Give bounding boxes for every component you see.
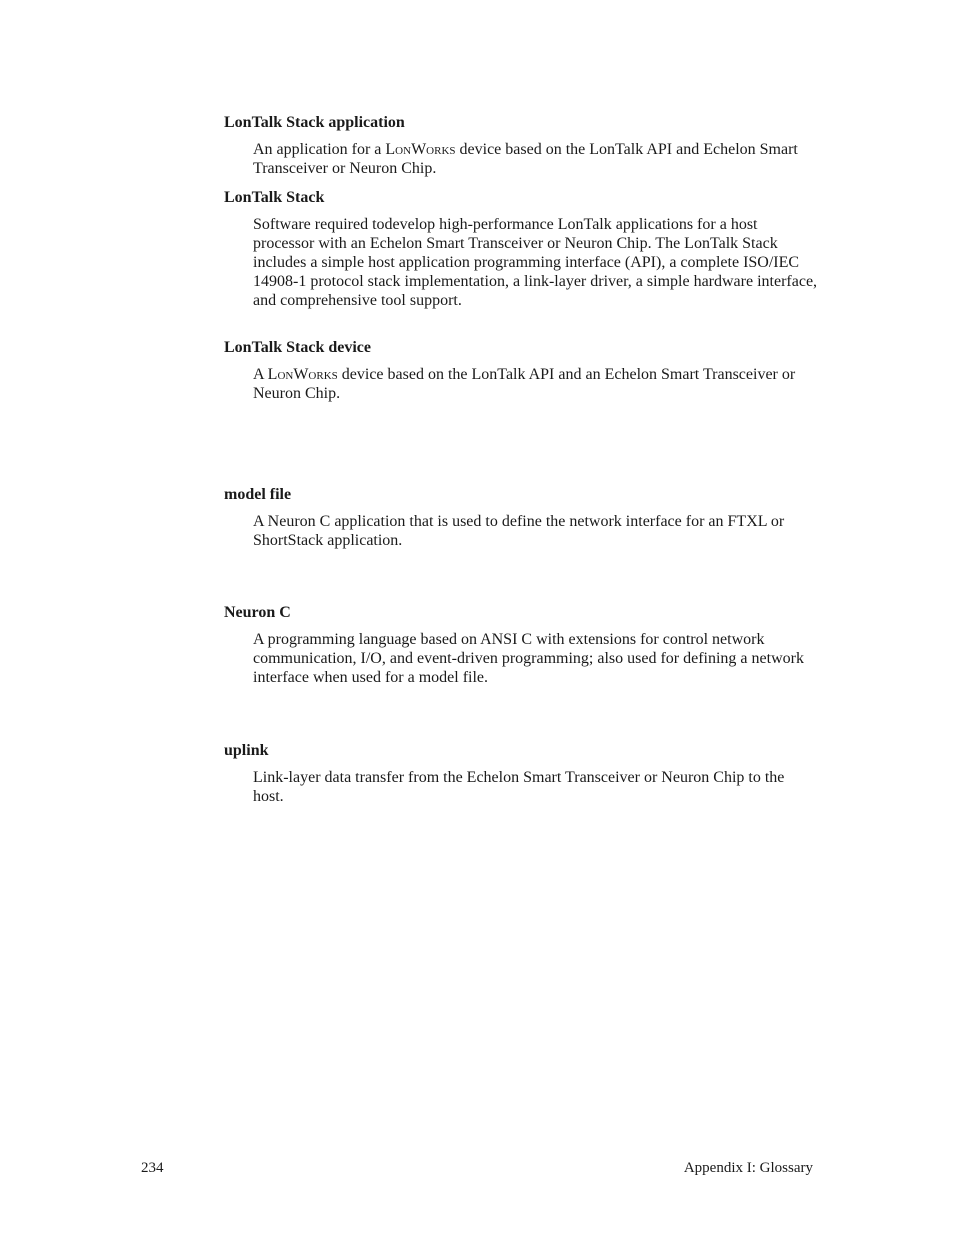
glossary-entry-model-file xyxy=(224,485,824,550)
glossary-term: LonTalk Stack xyxy=(224,189,325,206)
glossary-entry-lontalk-stack xyxy=(224,188,824,310)
glossary-term: Neuron C xyxy=(224,604,291,621)
glossary-term: uplink xyxy=(224,742,269,759)
glossary-definition xyxy=(253,140,818,178)
glossary-entry-neuron-c xyxy=(224,603,824,687)
definition-text: device based on the LonTalk API and Echelon Smart Transceiver or Neuron Chip. xyxy=(253,141,798,177)
lonworks-trademark: LonWorks xyxy=(267,366,338,383)
definition-text: A xyxy=(253,366,268,383)
glossary-entry-lontalk-stack-application xyxy=(224,113,824,178)
glossary-definition: A Neuron C application that is used to define the network interface for an FTXL or ShortStack application. xyxy=(253,513,785,549)
glossary-term: LonTalk Stack device xyxy=(224,339,371,356)
page-number: 234 xyxy=(141,1160,164,1176)
glossary-entry-uplink xyxy=(224,741,824,806)
glossary-definition: Software required todevelop high-performance LonTalk applications for a host processor with an Echelon Smart Transceiver or Neuron Chip. The LonTalk Stack includes a simple host application programming interface (API), a complete ISO/IEC 14908-1 protocol stack implementation, a link-layer driver, a simple hardware interface, and comprehensive tool support. xyxy=(253,216,818,309)
glossary-term: model file xyxy=(224,486,292,503)
glossary-entry-lontalk-stack-device xyxy=(224,338,824,403)
definition-text: An application for a xyxy=(253,141,386,158)
glossary-definition: A programming language based on ANSI C with extensions for control network communication, I/O, and event-driven programming; also used for defining a network interface when used for a model file. xyxy=(253,631,804,686)
lonworks-trademark: LonWorks xyxy=(385,141,456,158)
glossary-definition: Link-layer data transfer from the Echelon Smart Transceiver or Neuron Chip to the host. xyxy=(253,769,785,805)
glossary-term: LonTalk Stack application xyxy=(224,114,405,131)
definition-text: device based on the LonTalk API and an Echelon Smart Transceiver or Neuron Chip. xyxy=(253,366,796,402)
footer-section-title: Appendix I: Glossary xyxy=(683,1160,813,1176)
glossary-definition xyxy=(253,365,818,403)
